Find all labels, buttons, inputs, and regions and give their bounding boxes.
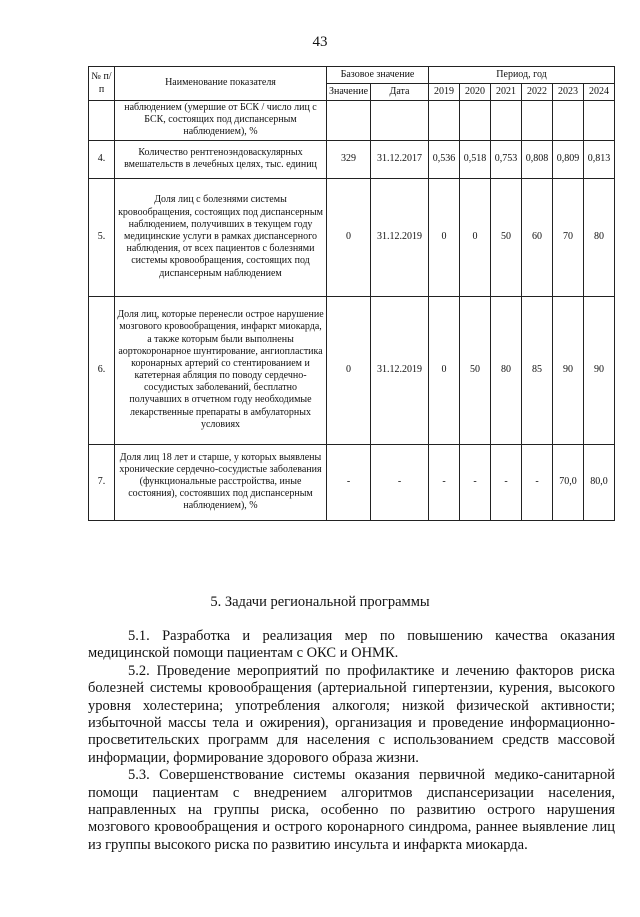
row-year-value (553, 101, 584, 141)
row-date: 31.12.2019 (371, 296, 429, 444)
paragraph: 5.1. Разработка и реализация мер по повышению качества оказания медицинской помощи пациентам с ОКС и ОНМК. (88, 628, 615, 662)
header-value: Значение (327, 84, 371, 101)
header-year: 2020 (460, 84, 491, 101)
row-year-value: 0,808 (522, 140, 553, 178)
row-num (89, 101, 115, 141)
row-year-value: 70,0 (553, 444, 584, 520)
row-year-value (491, 101, 522, 141)
row-year-value: 0 (429, 296, 460, 444)
row-year-value (460, 101, 491, 141)
row-year-value: 0 (429, 178, 460, 296)
row-num: 4. (89, 140, 115, 178)
row-year-value: 90 (584, 296, 615, 444)
row-year-value: 70 (553, 178, 584, 296)
row-date: 31.12.2019 (371, 178, 429, 296)
table-row (89, 296, 615, 444)
row-name: Доля лиц, которые перенесли острое нарушение мозгового кровообращения, инфаркт миокарда, а также которым были выполнены аортокоронарное шунтирование, ангиопластика коронарных артерий со стентированием и катетерная абляция по поводу сердечно-сосудистых заболеваний, бесплатно получавших в отчетном году необходимые лекарственные препараты в амбулаторных условиях (115, 296, 327, 444)
row-year-value: - (460, 444, 491, 520)
row-year-value (522, 101, 553, 141)
table-row (89, 101, 615, 141)
header-year: 2023 (553, 84, 584, 101)
row-year-value: 80 (584, 178, 615, 296)
header-year: 2021 (491, 84, 522, 101)
row-value: 0 (327, 296, 371, 444)
row-num: 7. (89, 444, 115, 520)
row-year-value: 60 (522, 178, 553, 296)
row-num: 5. (89, 178, 115, 296)
header-date: Дата (371, 84, 429, 101)
row-year-value: 0,809 (553, 140, 584, 178)
indicators-table (88, 66, 615, 521)
row-year-value: 90 (553, 296, 584, 444)
row-year-value: - (522, 444, 553, 520)
row-year-value: - (491, 444, 522, 520)
row-value (327, 101, 371, 141)
row-year-value: 0,813 (584, 140, 615, 178)
header-year: 2019 (429, 84, 460, 101)
row-name: Количество рентгеноэндоваскулярных вмешательств в лечебных целях, тыс. единиц (115, 140, 327, 178)
row-name: Доля лиц с болезнями системы кровообращения, состоящих под диспансерным наблюдением, получивших в текущем году медицинские услуги в рамках диспансерного наблюдения, от всех пациентов с болезнями системы кровообращения, состоящих под диспансерным наблюдением (115, 178, 327, 296)
row-name: Доля лиц 18 лет и старше, у которых выявлены хронические сердечно-сосудистые заболевания (функциональные расстройства, иные состояния), состоявших под диспансерным наблюдением), % (115, 444, 327, 520)
row-year-value: 0,518 (460, 140, 491, 178)
row-value: 329 (327, 140, 371, 178)
table-row (89, 444, 615, 520)
row-year-value (584, 101, 615, 141)
row-year-value: 50 (460, 296, 491, 444)
section-title: 5. Задачи региональной программы (210, 594, 430, 610)
row-year-value: 80,0 (584, 444, 615, 520)
row-year-value: 80 (491, 296, 522, 444)
row-year-value: 50 (491, 178, 522, 296)
row-date: 31.12.2017 (371, 140, 429, 178)
row-year-value (429, 101, 460, 141)
row-year-value: 0,536 (429, 140, 460, 178)
row-year-value: 0,753 (491, 140, 522, 178)
table-row (89, 178, 615, 296)
header-name: Наименование показателя (115, 67, 327, 101)
paragraph: 5.2. Проведение мероприятий по профилактике и лечению факторов риска болезней системы кровообращения (артериальной гипертензии, курения, высокого уровня холестерина; употребления алкоголя; низкой физической активности; избыточной массы тела и ожирения), организация и проведение информационно-просветительских программ для населения с использованием средств массовой информации, формирование здорового образа жизни. (88, 662, 615, 766)
row-year-value: - (429, 444, 460, 520)
row-year-value: 85 (522, 296, 553, 444)
table-row (89, 140, 615, 178)
header-num: № п/п (89, 67, 115, 101)
header-year: 2022 (522, 84, 553, 101)
row-date: - (371, 444, 429, 520)
row-year-value: 0 (460, 178, 491, 296)
row-value: 0 (327, 178, 371, 296)
paragraph: 5.3. Совершенствование системы оказания первичной медико-санитарной помощи пациентам с внедрением алгоритмов диспансеризации населения, направленных на группы риска, особенно по развитию острого нарушения мозгового кровообращения и острого коронарного синдрома, раннее выявление лиц из группы высокого риска по развитию инсульта и инфаркта миокарда. (88, 767, 615, 853)
row-name: наблюдением (умершие от БСК / число лиц с БСК, состоящих под диспансерным наблюдением), % (115, 101, 327, 141)
tasks-text (88, 628, 615, 854)
header-base: Базовое значение (327, 67, 429, 84)
row-num: 6. (89, 296, 115, 444)
header-period: Период, год (429, 67, 615, 84)
page-number: 43 (312, 34, 328, 50)
header-year: 2024 (584, 84, 615, 101)
row-value: - (327, 444, 371, 520)
row-date (371, 101, 429, 141)
